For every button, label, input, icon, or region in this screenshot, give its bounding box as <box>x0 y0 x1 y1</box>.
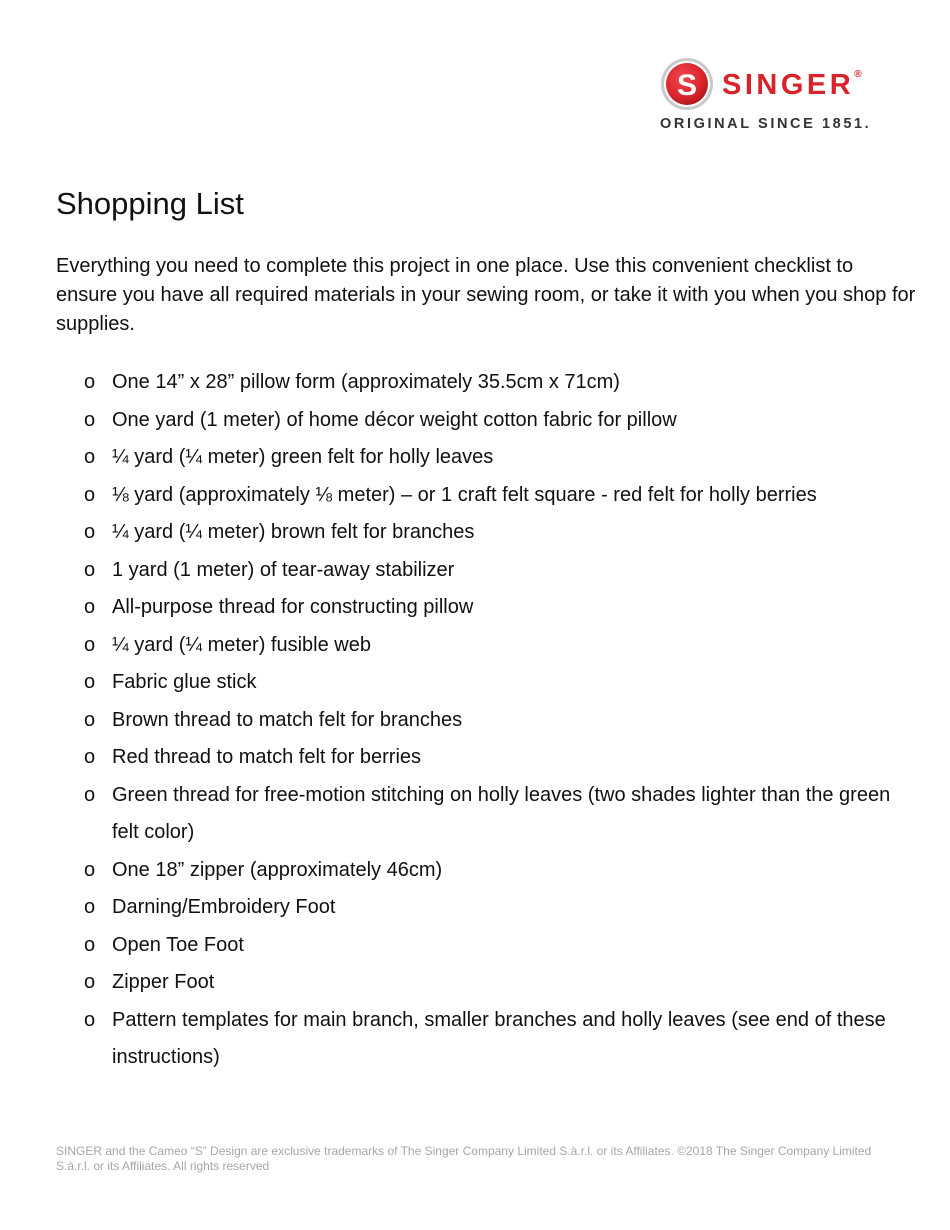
bullet-icon: o <box>84 408 96 431</box>
item-text: Zipper Foot <box>112 971 215 993</box>
list-item <box>56 964 906 1002</box>
bullet-icon: o <box>84 558 96 581</box>
logo-tagline: ORIGINAL SINCE 1851. <box>660 116 872 132</box>
item-text: Green thread for free-motion stitching on holly leaves (two shades lighter than the green felt color) <box>112 783 891 843</box>
item-text: Brown thread to match felt for branches <box>112 708 463 731</box>
trademark-footer: SINGER and the Cameo “S” Design are exclusive trademarks of The Singer Company Limited S.à.r.l. or its Affiliates. ©2018 The Singer Company Limited S.à.r.l. or its Affiliates. All rights reserved <box>56 1144 872 1173</box>
bullet-icon: o <box>84 708 96 731</box>
wordmark-text: SINGER <box>722 69 855 101</box>
bullet-icon: o <box>84 971 96 993</box>
list-item <box>56 702 906 740</box>
bullet-icon: o <box>84 633 96 656</box>
item-text: All-purpose thread for constructing pillow <box>112 596 474 618</box>
item-text: Open Toe Foot <box>112 933 244 956</box>
bullet-icon: o <box>84 446 96 468</box>
list-item <box>56 514 906 552</box>
list-item <box>56 664 906 702</box>
item-text: 1 yard (1 meter) of tear-away stabilizer <box>112 558 455 581</box>
list-item <box>56 777 906 852</box>
list-item <box>56 439 906 477</box>
item-text: Red thread to match felt for berries <box>112 746 422 768</box>
bullet-icon: o <box>84 596 96 618</box>
page-title: Shopping List <box>56 186 244 221</box>
list-item <box>56 477 906 515</box>
item-text: Darning/Embroidery Foot <box>112 896 336 918</box>
shopping-checklist <box>56 364 906 1077</box>
list-item <box>56 402 906 440</box>
emblem-letter: S <box>676 69 698 102</box>
bullet-icon: o <box>84 746 96 768</box>
bullet-icon: o <box>84 1008 96 1031</box>
item-text: Pattern templates for main branch, smaller branches and holly leaves (see end of these instructions) <box>112 1008 886 1068</box>
trademark-symbol: ® <box>854 69 862 80</box>
list-item <box>56 739 906 777</box>
bullet-icon: o <box>84 933 96 956</box>
intro-paragraph: Everything you need to complete this project in one place. Use this convenient checklist to ensure you have all required materials in your sewing room, or take it with you when you shop for supplies. <box>56 255 916 335</box>
singer-logo <box>660 55 892 135</box>
list-item <box>56 552 906 590</box>
bullet-icon: o <box>84 521 96 543</box>
logo-wordmark <box>722 69 862 102</box>
item-text: One 14” x 28” pillow form (approximately 35.5cm x 71cm) <box>112 371 620 393</box>
item-text: One yard (1 meter) of home décor weight cotton fabric for pillow <box>112 408 677 431</box>
list-item <box>56 627 906 665</box>
item-text: Fabric glue stick <box>112 671 257 693</box>
item-text: One 18” zipper (approximately 46cm) <box>112 858 443 881</box>
list-item <box>56 1002 906 1077</box>
list-item <box>56 927 906 965</box>
item-text: ⅛ yard (approximately ⅛ meter) – or 1 craft felt square - red felt for holly berries <box>112 483 817 506</box>
singer-emblem-icon <box>660 57 714 111</box>
list-item <box>56 364 906 402</box>
item-text: ¼ yard (¼ meter) brown felt for branches <box>112 521 475 543</box>
list-item <box>56 589 906 627</box>
bullet-icon: o <box>84 858 96 881</box>
bullet-icon: o <box>84 483 96 506</box>
bullet-icon: o <box>84 371 96 393</box>
bullet-icon: o <box>84 896 96 918</box>
item-text: ¼ yard (¼ meter) green felt for holly leaves <box>112 446 494 468</box>
list-item <box>56 889 906 927</box>
item-text: ¼ yard (¼ meter) fusible web <box>112 633 371 656</box>
bullet-icon: o <box>84 783 96 806</box>
list-item <box>56 852 906 890</box>
bullet-icon: o <box>84 671 96 693</box>
